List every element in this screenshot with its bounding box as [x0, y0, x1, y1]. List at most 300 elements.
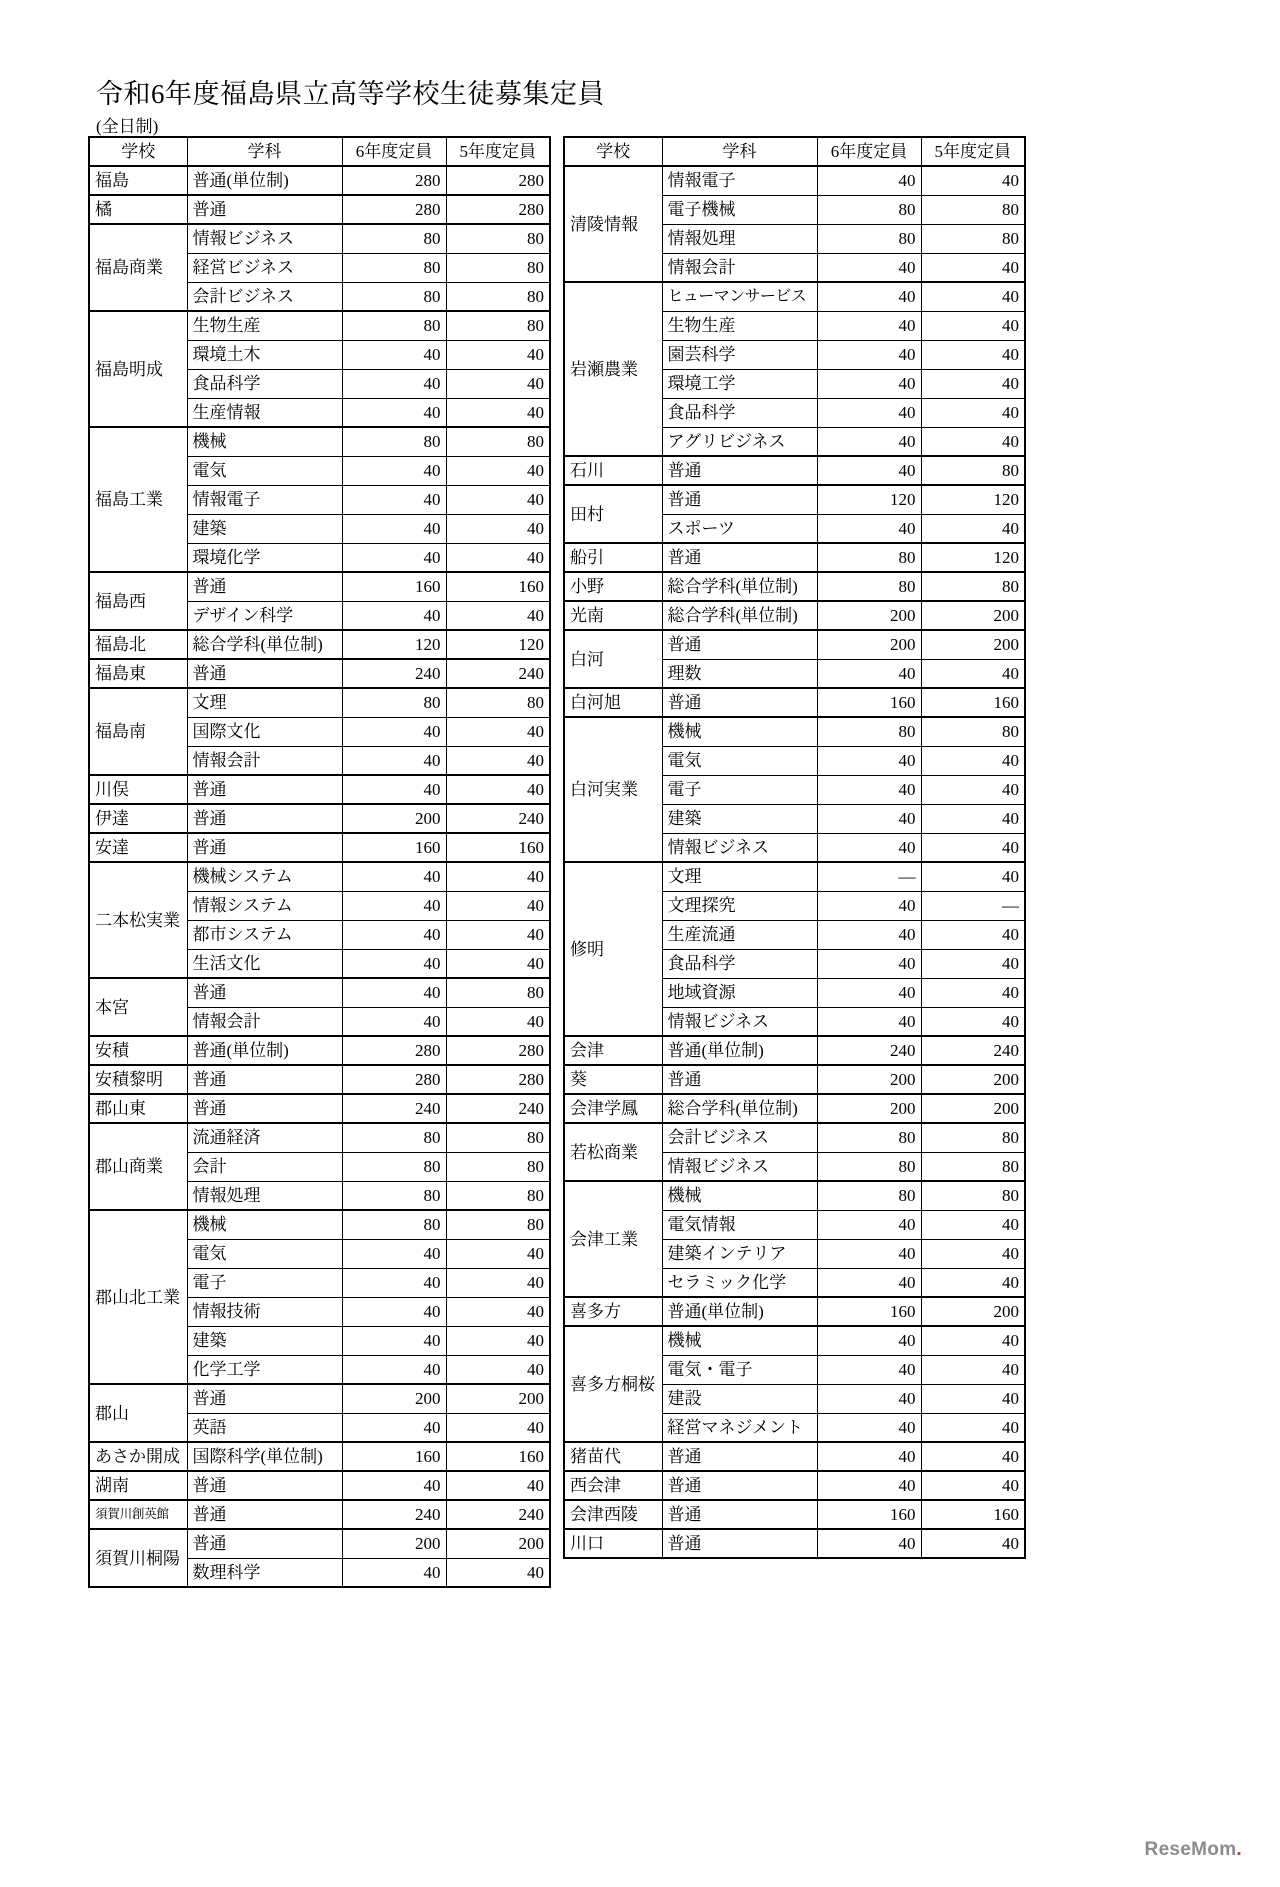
- cell-school: 伊達: [89, 804, 187, 833]
- table-row: [564, 1471, 1025, 1500]
- watermark: [1145, 1839, 1242, 1861]
- table-row: [89, 1471, 550, 1500]
- cell-year6-quota: 240: [817, 1036, 921, 1065]
- cell-department: デザイン科学: [187, 601, 342, 630]
- column-header-department: 学科: [187, 137, 342, 166]
- cell-year6-quota: 40: [342, 456, 446, 485]
- cell-department: 機械: [662, 717, 817, 746]
- cell-year6-quota: 280: [342, 1065, 446, 1094]
- cell-department: 英語: [187, 1413, 342, 1442]
- cell-year6-quota: 40: [817, 1007, 921, 1036]
- cell-year5-quota: 200: [446, 1384, 550, 1413]
- cell-year6-quota: 40: [342, 978, 446, 1007]
- table-body-left: [89, 166, 550, 1587]
- cell-year6-quota: —: [817, 862, 921, 891]
- cell-school: 郡山東: [89, 1094, 187, 1123]
- cell-department: 園芸科学: [662, 340, 817, 369]
- cell-department: 地域資源: [662, 978, 817, 1007]
- cell-department: 普通: [662, 1500, 817, 1529]
- cell-year6-quota: 80: [342, 427, 446, 456]
- cell-year6-quota: 120: [817, 485, 921, 514]
- cell-school: 会津: [564, 1036, 662, 1065]
- cell-year5-quota: 280: [446, 1065, 550, 1094]
- cell-year5-quota: 40: [446, 543, 550, 572]
- cell-year6-quota: 80: [817, 1123, 921, 1152]
- cell-year6-quota: 160: [342, 833, 446, 862]
- cell-year5-quota: 160: [921, 688, 1025, 717]
- table-row: [89, 1384, 550, 1413]
- cell-school: 安達: [89, 833, 187, 862]
- cell-year5-quota: 80: [921, 717, 1025, 746]
- cell-year6-quota: 40: [817, 659, 921, 688]
- cell-year5-quota: 200: [921, 601, 1025, 630]
- cell-year5-quota: 40: [921, 398, 1025, 427]
- cell-school: 福島工業: [89, 427, 187, 572]
- cell-year6-quota: 40: [817, 282, 921, 311]
- cell-year5-quota: 40: [446, 891, 550, 920]
- table-row: [89, 688, 550, 717]
- cell-year5-quota: 40: [921, 1471, 1025, 1500]
- cell-year6-quota: 40: [817, 514, 921, 543]
- cell-school: 岩瀬農業: [564, 282, 662, 456]
- quota-table-right: [563, 136, 1026, 1559]
- cell-department: 普通: [662, 1442, 817, 1471]
- cell-school: 安積: [89, 1036, 187, 1065]
- cell-department: スポーツ: [662, 514, 817, 543]
- cell-department: 普通: [187, 978, 342, 1007]
- cell-year5-quota: 40: [921, 311, 1025, 340]
- cell-year6-quota: 40: [817, 949, 921, 978]
- cell-year6-quota: 80: [342, 253, 446, 282]
- cell-department: 電気・電子: [662, 1355, 817, 1384]
- cell-department: 普通: [187, 572, 342, 601]
- cell-year6-quota: 40: [817, 804, 921, 833]
- cell-year6-quota: 280: [342, 195, 446, 224]
- cell-school: 田村: [564, 485, 662, 543]
- column-header-year5: 5年度定員: [446, 137, 550, 166]
- cell-school: 猪苗代: [564, 1442, 662, 1471]
- cell-department: 電子機械: [662, 195, 817, 224]
- cell-department: 普通: [187, 1529, 342, 1558]
- cell-department: 機械: [662, 1181, 817, 1210]
- cell-year5-quota: 160: [921, 1500, 1025, 1529]
- table-row: [89, 1094, 550, 1123]
- cell-year6-quota: 160: [817, 1500, 921, 1529]
- cell-year5-quota: 80: [446, 1152, 550, 1181]
- cell-year5-quota: 80: [446, 1123, 550, 1152]
- cell-year5-quota: 40: [921, 833, 1025, 862]
- table-header-right: [564, 137, 1025, 166]
- cell-year5-quota: 40: [446, 1355, 550, 1384]
- table-row: [564, 1442, 1025, 1471]
- cell-year5-quota: 40: [921, 1007, 1025, 1036]
- cell-year5-quota: 40: [446, 1268, 550, 1297]
- cell-year6-quota: 40: [817, 1268, 921, 1297]
- cell-department: 環境化学: [187, 543, 342, 572]
- cell-school: 修明: [564, 862, 662, 1036]
- cell-year5-quota: 40: [446, 746, 550, 775]
- table-row: [564, 1094, 1025, 1123]
- cell-department: 普通(単位制): [662, 1297, 817, 1326]
- cell-year6-quota: 160: [342, 572, 446, 601]
- cell-department: 電子: [187, 1268, 342, 1297]
- cell-year6-quota: 160: [817, 1297, 921, 1326]
- cell-year6-quota: 200: [342, 1384, 446, 1413]
- header-row: [89, 137, 550, 166]
- column-header-school: 学校: [564, 137, 662, 166]
- cell-year5-quota: 160: [446, 572, 550, 601]
- cell-year5-quota: 40: [921, 340, 1025, 369]
- cell-year5-quota: 240: [446, 1094, 550, 1123]
- cell-year5-quota: 240: [921, 1036, 1025, 1065]
- cell-school: 郡山北工業: [89, 1210, 187, 1384]
- cell-department: 食品科学: [187, 369, 342, 398]
- cell-department: 情報電子: [662, 166, 817, 195]
- cell-year5-quota: 40: [446, 601, 550, 630]
- cell-year6-quota: 40: [817, 1239, 921, 1268]
- table-row: [564, 166, 1025, 195]
- cell-year5-quota: 80: [446, 1181, 550, 1210]
- cell-year6-quota: 40: [817, 398, 921, 427]
- cell-department: 建築: [662, 804, 817, 833]
- cell-department: 情報処理: [187, 1181, 342, 1210]
- cell-year6-quota: 40: [342, 1326, 446, 1355]
- cell-department: 普通: [187, 1094, 342, 1123]
- watermark-text: ReseMom: [1144, 1839, 1237, 1860]
- cell-year5-quota: 40: [446, 1326, 550, 1355]
- cell-year5-quota: 40: [921, 862, 1025, 891]
- cell-school: 橘: [89, 195, 187, 224]
- watermark-accent: .: [1236, 1839, 1242, 1860]
- cell-department: 普通: [187, 1384, 342, 1413]
- cell-school: 須賀川桐陽: [89, 1529, 187, 1587]
- cell-department: 文理: [187, 688, 342, 717]
- cell-department: 普通: [662, 688, 817, 717]
- cell-year5-quota: —: [921, 891, 1025, 920]
- cell-year5-quota: 40: [921, 775, 1025, 804]
- cell-department: 経営ビジネス: [187, 253, 342, 282]
- table-row: [89, 1500, 550, 1529]
- cell-department: 情報ビジネス: [187, 224, 342, 253]
- cell-department: 生物生産: [187, 311, 342, 340]
- table-row: [89, 804, 550, 833]
- cell-school: 安積黎明: [89, 1065, 187, 1094]
- cell-year6-quota: 280: [342, 1036, 446, 1065]
- cell-department: 総合学科(単位制): [187, 630, 342, 659]
- cell-school: 石川: [564, 456, 662, 485]
- cell-year6-quota: 80: [817, 717, 921, 746]
- cell-year5-quota: 80: [446, 978, 550, 1007]
- cell-year6-quota: 40: [342, 717, 446, 746]
- cell-year6-quota: 280: [342, 166, 446, 195]
- table-row: [89, 1123, 550, 1152]
- cell-year5-quota: 40: [921, 253, 1025, 282]
- cell-department: アグリビジネス: [662, 427, 817, 456]
- table-row: [564, 456, 1025, 485]
- cell-year5-quota: 80: [446, 253, 550, 282]
- cell-year6-quota: 40: [342, 891, 446, 920]
- cell-department: 情報処理: [662, 224, 817, 253]
- cell-school: 白河実業: [564, 717, 662, 862]
- cell-department: 普通: [187, 775, 342, 804]
- cell-year6-quota: 160: [817, 688, 921, 717]
- cell-school: 郡山: [89, 1384, 187, 1442]
- cell-year5-quota: 80: [446, 1210, 550, 1239]
- cell-year6-quota: 40: [817, 891, 921, 920]
- cell-school: 会津工業: [564, 1181, 662, 1297]
- cell-year5-quota: 40: [446, 398, 550, 427]
- cell-year6-quota: 40: [817, 833, 921, 862]
- cell-department: ヒューマンサービス: [662, 282, 817, 311]
- cell-department: 普通: [187, 804, 342, 833]
- cell-school: 須賀川創英館: [89, 1500, 187, 1529]
- cell-year6-quota: 40: [817, 1384, 921, 1413]
- cell-year5-quota: 40: [921, 746, 1025, 775]
- cell-year5-quota: 80: [446, 688, 550, 717]
- cell-department: 情報システム: [187, 891, 342, 920]
- page-title: 令和6年度福島県立高等学校生徒募集定員: [96, 79, 605, 109]
- table-row: [564, 1529, 1025, 1558]
- cell-school: 会津学鳳: [564, 1094, 662, 1123]
- cell-department: 文理探究: [662, 891, 817, 920]
- cell-department: 普通: [187, 1500, 342, 1529]
- cell-department: 普通: [662, 543, 817, 572]
- cell-year6-quota: 40: [342, 1471, 446, 1500]
- cell-year6-quota: 80: [342, 688, 446, 717]
- cell-year6-quota: 40: [817, 1355, 921, 1384]
- cell-school: 川口: [564, 1529, 662, 1558]
- cell-year5-quota: 40: [446, 1471, 550, 1500]
- cell-year5-quota: 80: [921, 456, 1025, 485]
- cell-year5-quota: 120: [921, 485, 1025, 514]
- cell-school: 福島: [89, 166, 187, 195]
- cell-year5-quota: 40: [446, 1413, 550, 1442]
- cell-year5-quota: 40: [921, 978, 1025, 1007]
- cell-department: 会計: [187, 1152, 342, 1181]
- page-subtitle: (全日制): [96, 117, 159, 136]
- table-row: [89, 775, 550, 804]
- cell-year5-quota: 80: [446, 427, 550, 456]
- table-row: [564, 1123, 1025, 1152]
- cell-department: 会計ビジネス: [662, 1123, 817, 1152]
- table-row: [564, 601, 1025, 630]
- cell-school: 会津西陵: [564, 1500, 662, 1529]
- cell-year5-quota: 40: [446, 1558, 550, 1587]
- cell-year5-quota: 200: [921, 1065, 1025, 1094]
- cell-year6-quota: 40: [817, 775, 921, 804]
- table-row: [89, 1036, 550, 1065]
- cell-year6-quota: 240: [342, 1500, 446, 1529]
- cell-department: 数理科学: [187, 1558, 342, 1587]
- cell-school: 清陵情報: [564, 166, 662, 282]
- cell-department: 情報会計: [187, 746, 342, 775]
- cell-department: 環境土木: [187, 340, 342, 369]
- cell-year6-quota: 40: [817, 369, 921, 398]
- cell-school: 福島南: [89, 688, 187, 775]
- cell-year6-quota: 40: [817, 1413, 921, 1442]
- cell-year6-quota: 40: [342, 1239, 446, 1268]
- cell-department: 普通: [662, 485, 817, 514]
- table-row: [564, 1065, 1025, 1094]
- cell-department: 電気: [187, 1239, 342, 1268]
- cell-year6-quota: 120: [342, 630, 446, 659]
- header-row: [564, 137, 1025, 166]
- cell-department: 建築: [187, 514, 342, 543]
- cell-school: 福島東: [89, 659, 187, 688]
- table-row: [564, 717, 1025, 746]
- table-row: [89, 1529, 550, 1558]
- cell-year6-quota: 40: [817, 920, 921, 949]
- cell-year5-quota: 40: [446, 1239, 550, 1268]
- cell-year5-quota: 200: [921, 1297, 1025, 1326]
- cell-department: 都市システム: [187, 920, 342, 949]
- cell-department: 情報会計: [662, 253, 817, 282]
- cell-year6-quota: 80: [342, 1181, 446, 1210]
- cell-year6-quota: 80: [342, 224, 446, 253]
- cell-department: 機械: [662, 1326, 817, 1355]
- cell-year6-quota: 200: [817, 1094, 921, 1123]
- cell-school: 船引: [564, 543, 662, 572]
- cell-year5-quota: 40: [921, 920, 1025, 949]
- cell-school: 喜多方: [564, 1297, 662, 1326]
- tables-container: [88, 136, 1198, 1588]
- table-row: [564, 485, 1025, 514]
- cell-year5-quota: 40: [921, 659, 1025, 688]
- cell-year5-quota: 200: [446, 1529, 550, 1558]
- cell-department: 生産流通: [662, 920, 817, 949]
- cell-school: 葵: [564, 1065, 662, 1094]
- cell-year5-quota: 240: [446, 659, 550, 688]
- cell-year6-quota: 40: [342, 862, 446, 891]
- cell-year5-quota: 40: [446, 1007, 550, 1036]
- cell-year6-quota: 40: [817, 340, 921, 369]
- cell-department: 機械: [187, 1210, 342, 1239]
- cell-department: 普通: [662, 1065, 817, 1094]
- cell-year5-quota: 240: [446, 1500, 550, 1529]
- cell-year5-quota: 40: [921, 1268, 1025, 1297]
- cell-year5-quota: 200: [921, 1094, 1025, 1123]
- cell-year6-quota: 80: [817, 224, 921, 253]
- cell-department: 国際科学(単位制): [187, 1442, 342, 1471]
- cell-year6-quota: 40: [817, 456, 921, 485]
- cell-department: 情報ビジネス: [662, 1152, 817, 1181]
- cell-department: 普通: [187, 1065, 342, 1094]
- table-row: [564, 282, 1025, 311]
- cell-year6-quota: 40: [342, 1297, 446, 1326]
- cell-year6-quota: 40: [342, 1413, 446, 1442]
- cell-department: 電子: [662, 775, 817, 804]
- cell-department: 会計ビジネス: [187, 282, 342, 311]
- cell-department: 流通経済: [187, 1123, 342, 1152]
- cell-year6-quota: 40: [342, 398, 446, 427]
- cell-year5-quota: 40: [921, 282, 1025, 311]
- cell-school: 郡山商業: [89, 1123, 187, 1210]
- cell-school: 白河旭: [564, 688, 662, 717]
- cell-school: 小野: [564, 572, 662, 601]
- cell-year5-quota: 80: [921, 1181, 1025, 1210]
- cell-year5-quota: 40: [921, 1529, 1025, 1558]
- cell-year6-quota: 40: [342, 1268, 446, 1297]
- cell-year6-quota: 80: [817, 1152, 921, 1181]
- table-row: [89, 195, 550, 224]
- cell-year6-quota: 80: [342, 282, 446, 311]
- cell-year6-quota: 80: [817, 1181, 921, 1210]
- cell-department: 理数: [662, 659, 817, 688]
- cell-school: 福島商業: [89, 224, 187, 311]
- cell-department: 機械: [187, 427, 342, 456]
- cell-department: 機械システム: [187, 862, 342, 891]
- cell-year6-quota: 40: [817, 253, 921, 282]
- cell-year6-quota: 40: [817, 311, 921, 340]
- cell-department: 情報会計: [187, 1007, 342, 1036]
- cell-year6-quota: 40: [817, 166, 921, 195]
- cell-department: 生活文化: [187, 949, 342, 978]
- cell-year5-quota: 40: [921, 514, 1025, 543]
- column-header-department: 学科: [662, 137, 817, 166]
- cell-year6-quota: 200: [342, 1529, 446, 1558]
- cell-year5-quota: 40: [921, 166, 1025, 195]
- cell-school: 福島明成: [89, 311, 187, 427]
- cell-department: 食品科学: [662, 949, 817, 978]
- cell-department: 普通: [187, 1471, 342, 1500]
- cell-year6-quota: 40: [342, 514, 446, 543]
- cell-year5-quota: 40: [921, 1384, 1025, 1413]
- cell-year5-quota: 40: [921, 1442, 1025, 1471]
- cell-year5-quota: 40: [921, 804, 1025, 833]
- cell-department: 普通: [187, 659, 342, 688]
- cell-department: 電気: [187, 456, 342, 485]
- cell-school: 西会津: [564, 1471, 662, 1500]
- cell-year5-quota: 200: [921, 630, 1025, 659]
- cell-year5-quota: 40: [446, 514, 550, 543]
- table-row: [89, 1442, 550, 1471]
- cell-year5-quota: 40: [446, 920, 550, 949]
- cell-year6-quota: 40: [342, 1558, 446, 1587]
- cell-department: 総合学科(単位制): [662, 572, 817, 601]
- table-row: [564, 630, 1025, 659]
- table-header-left: [89, 137, 550, 166]
- cell-year6-quota: 200: [342, 804, 446, 833]
- cell-year6-quota: 200: [817, 601, 921, 630]
- cell-year6-quota: 40: [817, 978, 921, 1007]
- cell-department: 経営マネジメント: [662, 1413, 817, 1442]
- cell-year6-quota: 40: [342, 340, 446, 369]
- cell-department: 建築: [187, 1326, 342, 1355]
- cell-year6-quota: 240: [342, 1094, 446, 1123]
- cell-year6-quota: 80: [342, 1210, 446, 1239]
- cell-year5-quota: 40: [921, 1413, 1025, 1442]
- cell-year6-quota: 40: [817, 746, 921, 775]
- cell-department: 情報電子: [187, 485, 342, 514]
- table-row: [564, 688, 1025, 717]
- column-header-year6: 6年度定員: [817, 137, 921, 166]
- cell-year5-quota: 240: [446, 804, 550, 833]
- cell-year5-quota: 80: [921, 572, 1025, 601]
- cell-year6-quota: 40: [817, 1442, 921, 1471]
- cell-year6-quota: 40: [817, 1210, 921, 1239]
- cell-department: セラミック化学: [662, 1268, 817, 1297]
- cell-department: 生物生産: [662, 311, 817, 340]
- cell-year5-quota: 40: [446, 949, 550, 978]
- cell-year5-quota: 160: [446, 833, 550, 862]
- cell-department: 建設: [662, 1384, 817, 1413]
- cell-year6-quota: 160: [342, 1442, 446, 1471]
- cell-year5-quota: 40: [446, 340, 550, 369]
- cell-year5-quota: 40: [446, 485, 550, 514]
- column-header-school: 学校: [89, 137, 187, 166]
- cell-year5-quota: 40: [921, 369, 1025, 398]
- table-row: [564, 862, 1025, 891]
